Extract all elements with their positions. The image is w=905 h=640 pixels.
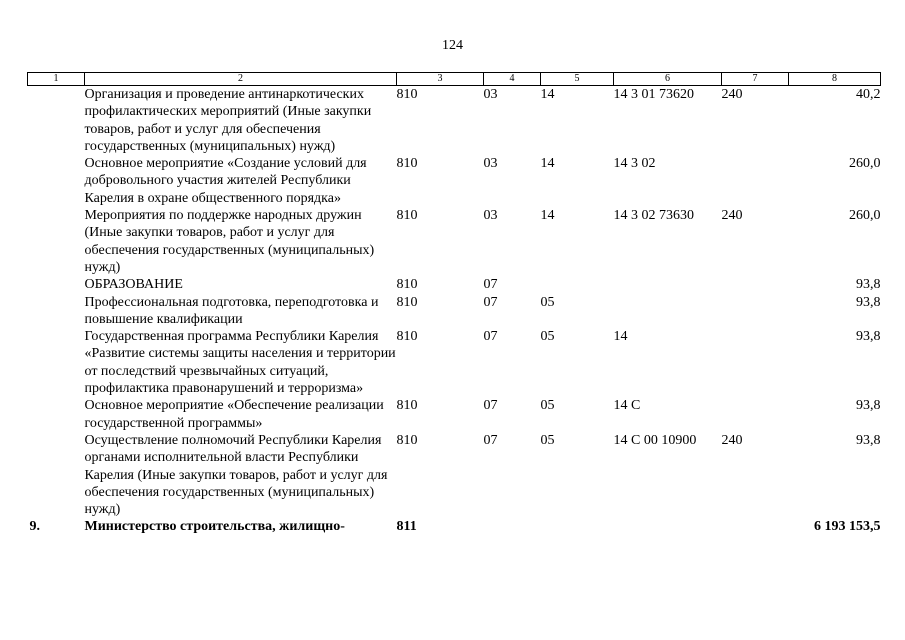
row-target-article: 14 3 02	[613, 156, 656, 172]
row-number	[28, 86, 85, 156]
row-name: Основное мероприятие «Обеспечение реализации государственной программы»	[84, 398, 384, 431]
row-number	[28, 155, 85, 207]
row-target-article: 14 3 01 73620	[613, 87, 694, 102]
row-section	[484, 518, 541, 535]
row-number	[28, 207, 85, 276]
table-row	[28, 207, 881, 276]
row-subsection	[541, 518, 614, 535]
header-col-6: 6	[614, 73, 722, 86]
row-name: Министерство строительства, жилищно-	[84, 519, 345, 535]
table-row	[28, 86, 881, 156]
header-col-8: 8	[789, 73, 881, 86]
row-expense-type	[722, 294, 789, 329]
row-admin-code: 810	[396, 329, 418, 345]
row-amount: 93,8	[856, 398, 881, 414]
row-expense-type	[722, 155, 789, 207]
row-target-article	[614, 518, 722, 535]
row-amount: 93,8	[856, 432, 881, 448]
row-admin-code: 810	[396, 277, 418, 293]
row-section: 07	[483, 277, 498, 293]
row-expense-type: 240	[721, 432, 743, 448]
row-target-article: 14	[613, 329, 628, 345]
row-admin-code: 810	[396, 208, 418, 224]
row-target-article	[614, 294, 722, 329]
row-target-article: 14 3 02 73630	[613, 208, 694, 224]
row-subsection: 05	[540, 432, 555, 448]
row-number	[28, 294, 85, 329]
header-col-1: 1	[28, 73, 85, 86]
row-subsection: 14	[540, 87, 555, 102]
row-name: Организация и проведение антинаркотических профилактических мероприятий (Иные закупки товаров, работ и услуг для обеспечения государственных (муниципальных) нужд)	[84, 87, 372, 154]
row-section: 03	[483, 87, 498, 102]
budget-table	[27, 72, 881, 536]
row-name: Государственная программа Республики Карелия «Развитие системы защиты населения и территории от последствий чрезвычайных ситуаций, профилактика правонарушений и терроризма»	[84, 329, 396, 397]
row-name: Осуществление полномочий Республики Карелия органами исполнительной власти Республики Карелия (Иные закупки товаров, работ и услуг для обеспечения государственных (муниципальных) нужд)	[84, 432, 388, 518]
row-number	[28, 432, 85, 518]
row-expense-type: 240	[721, 87, 743, 102]
row-name: ОБРАЗОВАНИЕ	[84, 277, 183, 293]
table-row-ministry	[28, 518, 881, 535]
header-col-3: 3	[397, 73, 484, 86]
row-target-article	[614, 276, 722, 293]
row-amount: 93,8	[856, 329, 881, 345]
header-col-7: 7	[722, 73, 789, 86]
row-expense-type	[722, 276, 789, 293]
row-expense-type	[722, 328, 789, 397]
row-section: 07	[483, 432, 498, 448]
header-col-2: 2	[85, 73, 397, 86]
table-row	[28, 432, 881, 518]
row-section: 07	[483, 329, 498, 345]
row-admin-code: 810	[396, 87, 418, 102]
row-subsection: 14	[540, 156, 555, 172]
header-row	[28, 73, 881, 86]
header-col-5: 5	[541, 73, 614, 86]
row-subsection: 05	[540, 329, 555, 345]
row-admin-code: 810	[396, 156, 418, 172]
row-target-article: 14 С	[613, 398, 641, 414]
row-number	[28, 276, 85, 293]
table-row	[28, 294, 881, 329]
row-admin-code: 810	[396, 294, 418, 310]
row-amount: 40,2	[856, 87, 881, 102]
table-row	[28, 397, 881, 432]
row-expense-type: 240	[721, 208, 743, 224]
row-name: Мероприятия по поддержке народных дружин (Иные закупки товаров, работ и услуг для обеспечения государственных (муниципальных) нужд)	[84, 208, 375, 275]
row-amount: 93,8	[856, 277, 881, 293]
row-section: 03	[483, 208, 498, 224]
table-row	[28, 155, 881, 207]
row-expense-type	[722, 397, 789, 432]
row-expense-type	[722, 518, 789, 535]
row-number	[28, 328, 85, 397]
table-row	[28, 328, 881, 397]
row-subsection: 05	[540, 294, 555, 310]
row-admin-code: 810	[396, 432, 418, 448]
row-amount: 260,0	[849, 156, 881, 172]
row-subsection	[541, 276, 614, 293]
row-name: Профессиональная подготовка, переподготовка и повышение квалификации	[84, 294, 379, 327]
row-amount: 260,0	[849, 208, 881, 224]
row-amount: 93,8	[856, 294, 881, 310]
row-amount: 6 193 153,5	[814, 519, 881, 535]
row-admin-code: 811	[396, 519, 417, 535]
row-section: 03	[483, 156, 498, 172]
row-number: 9.	[29, 519, 40, 535]
row-number	[28, 397, 85, 432]
row-subsection: 05	[540, 398, 555, 414]
table-row	[28, 276, 881, 293]
header-col-4: 4	[484, 73, 541, 86]
row-section: 07	[483, 294, 498, 310]
row-name: Основное мероприятие «Создание условий для добровольного участия жителей Республики Карелия в охране общественного порядка»	[84, 156, 367, 206]
row-subsection: 14	[540, 208, 555, 224]
row-admin-code: 810	[396, 398, 418, 414]
row-target-article: 14 С 00 10900	[613, 432, 697, 448]
row-section: 07	[483, 398, 498, 414]
page-number: 124	[442, 38, 463, 53]
